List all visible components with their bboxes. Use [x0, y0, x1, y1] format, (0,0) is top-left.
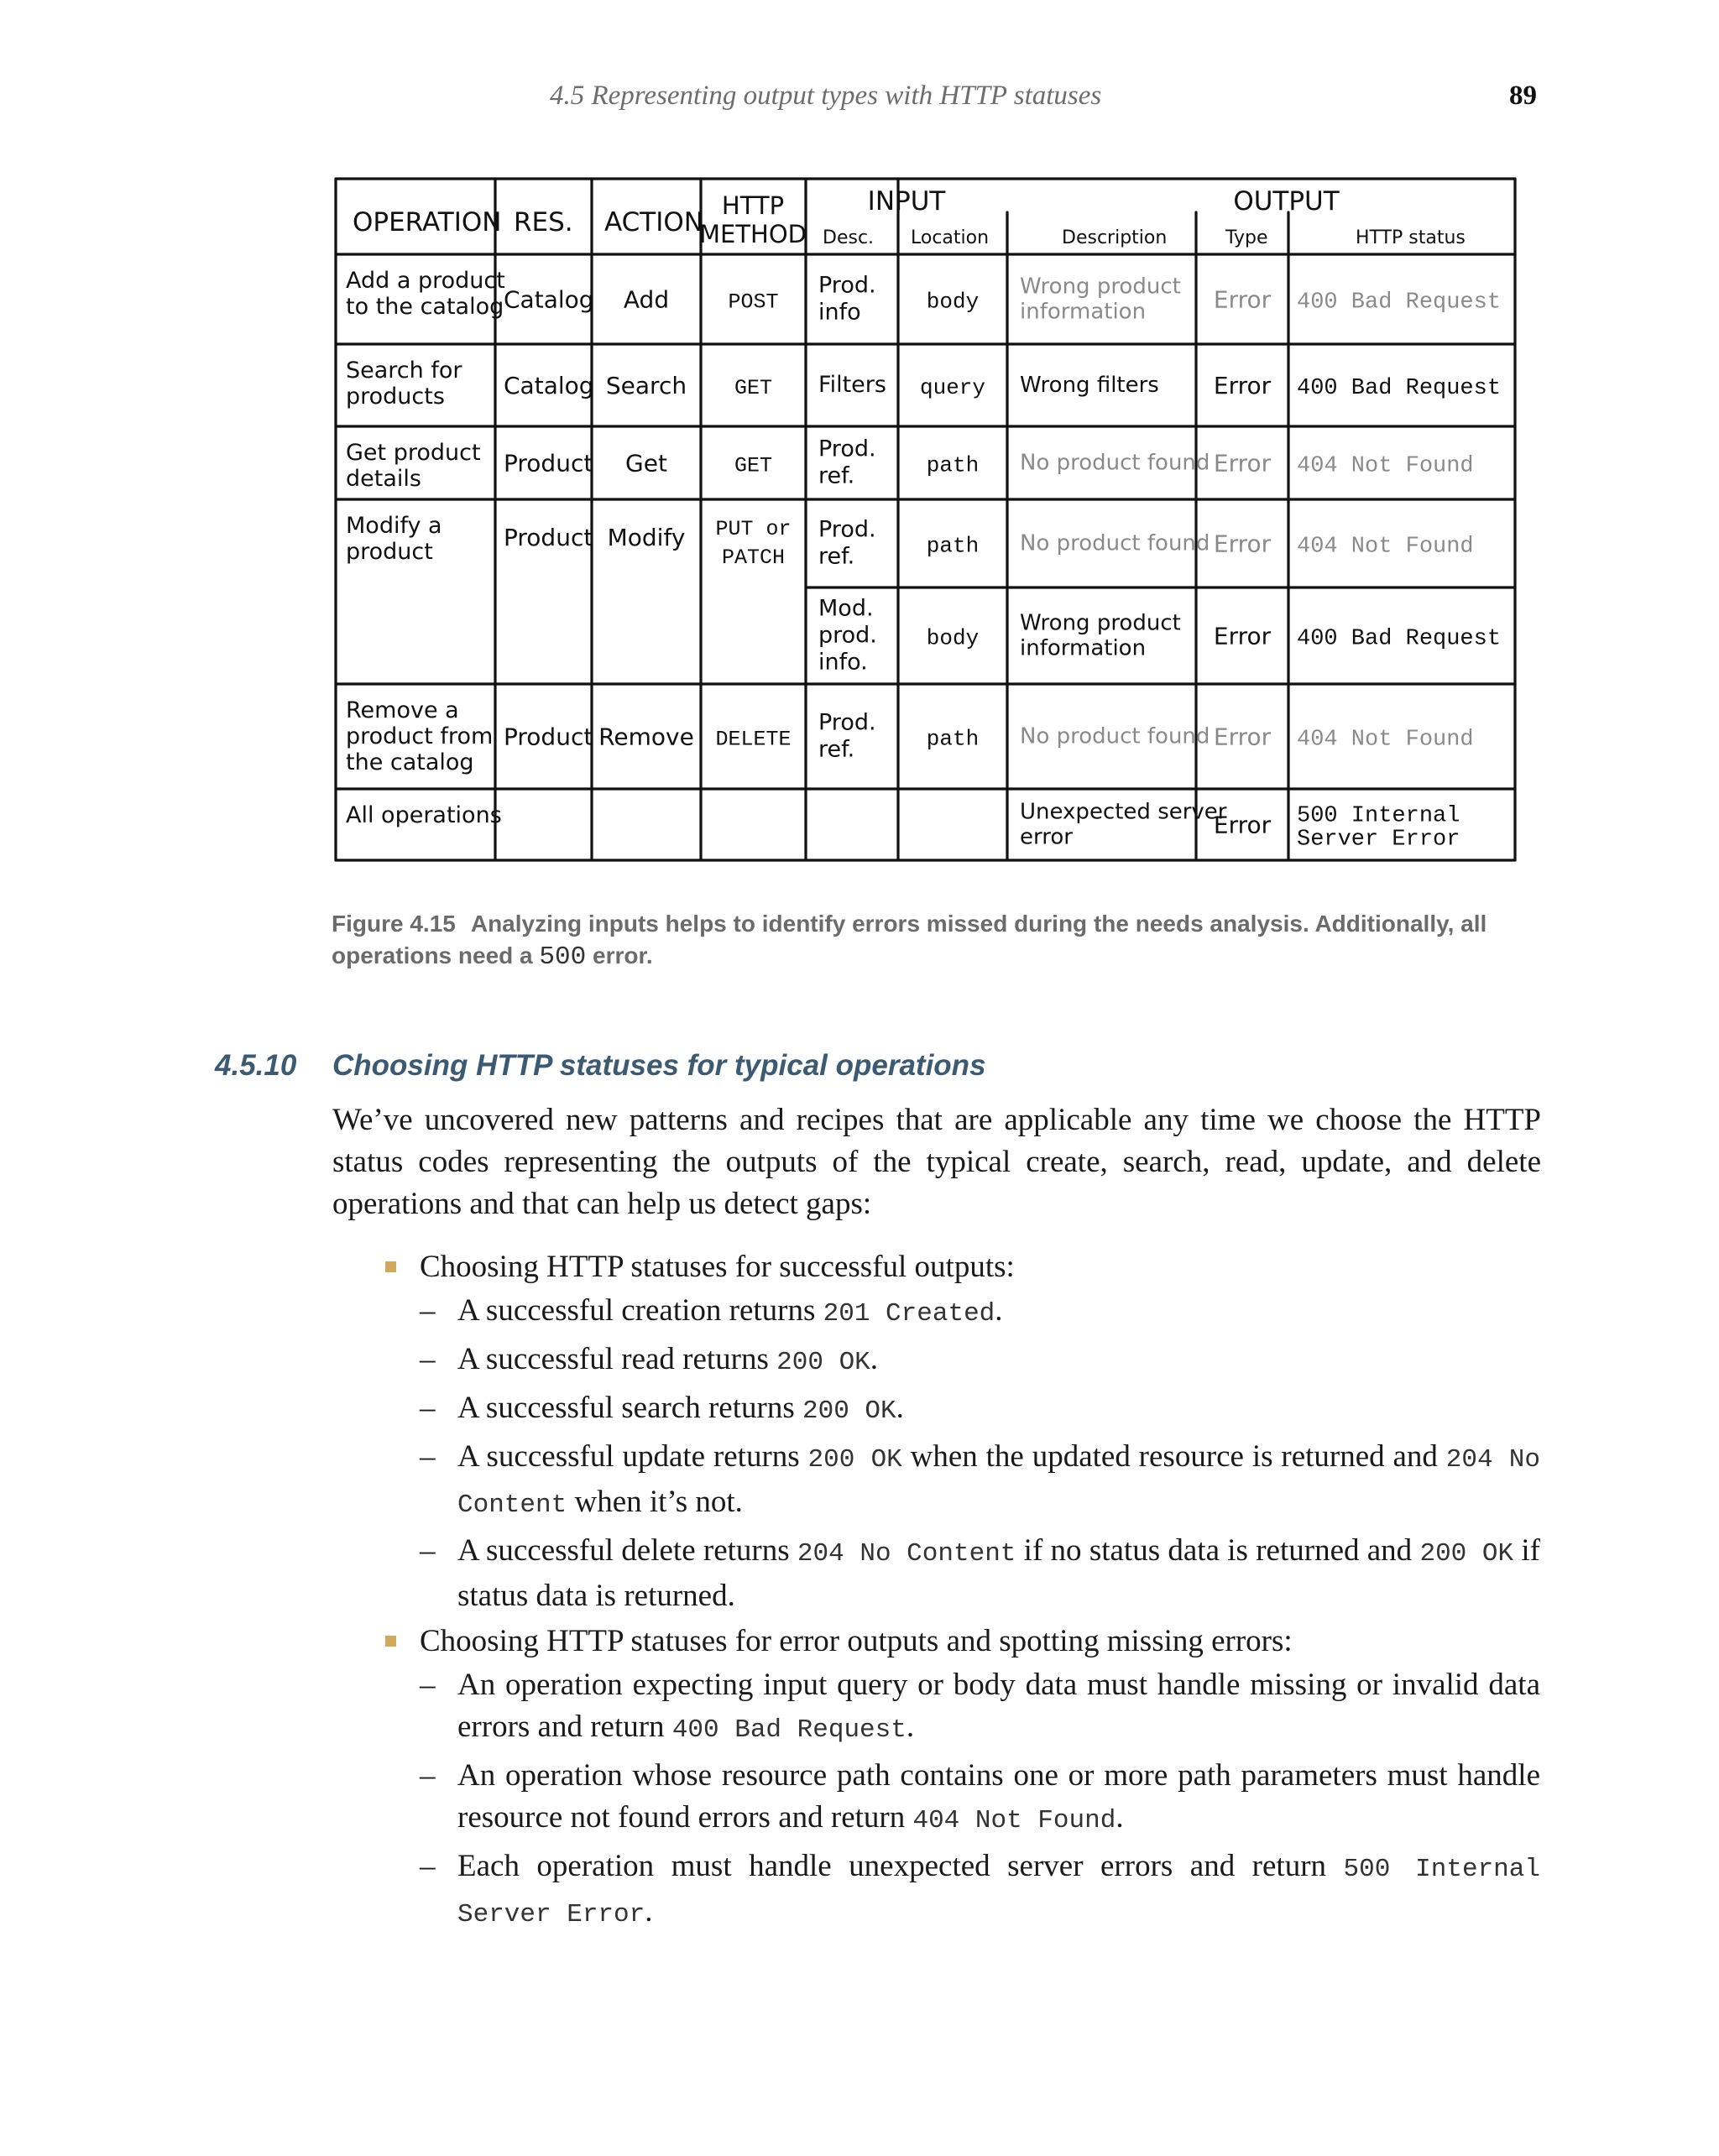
- sub-text: .: [896, 1391, 904, 1425]
- sub-list: [420, 1290, 1540, 1617]
- cell-output-description: Wrong product information: [1020, 274, 1181, 325]
- bullet-square-icon: [385, 1636, 396, 1647]
- page-number: 89: [1509, 81, 1537, 111]
- sub-item: [420, 1436, 1540, 1527]
- bullet-text: Choosing HTTP statuses for error outputs and spotting missing errors:: [420, 1624, 1293, 1658]
- header-output-status: HTTP status: [1356, 227, 1466, 248]
- section-title: Choosing HTTP statuses for typical operations: [332, 1049, 986, 1082]
- sub-item: [420, 1290, 1540, 1335]
- cell-output-type: Error: [1213, 449, 1272, 478]
- cell-output-description: Wrong product information: [1020, 610, 1181, 661]
- cell-resource: Product: [504, 723, 593, 751]
- bullet-square-icon: [385, 1261, 396, 1272]
- cell-action: Remove: [598, 723, 694, 751]
- cell-operation: Modify a product: [346, 513, 442, 565]
- status-code: 200 OK: [802, 1396, 896, 1426]
- header-output-description: Description: [1062, 227, 1168, 248]
- sub-item: [420, 1339, 1540, 1384]
- cell-output-type: Error: [1213, 811, 1272, 839]
- bullet-text: Choosing HTTP statuses for successful outputs:: [420, 1250, 1015, 1284]
- cell-output-description: Unexpected server error: [1020, 799, 1227, 850]
- status-code: 404 Not Found: [912, 1806, 1116, 1835]
- sub-text: An operation expecting input query or body data must handle missing or invalid data errors and return: [457, 1668, 1540, 1744]
- cell-resource: Catalog: [504, 285, 594, 314]
- sub-text: .: [645, 1894, 653, 1929]
- status-code: 500 Internal Server Error: [457, 1855, 1540, 1929]
- cell-output-type: Error: [1213, 372, 1272, 399]
- cell-http-status: 404 Not Found: [1297, 534, 1474, 560]
- cell-http-status: 500 Internal Server Error: [1297, 803, 1460, 853]
- sub-text: A successful update returns: [457, 1439, 808, 1474]
- status-code: 200 OK: [1419, 1539, 1514, 1569]
- cell-operation: Get product details: [346, 440, 481, 492]
- sub-text: .: [1116, 1800, 1124, 1835]
- cell-http-status: 404 Not Found: [1297, 453, 1474, 479]
- cell-input-desc: Mod. prod. info.: [818, 595, 877, 676]
- cell-resource: Product: [504, 449, 593, 478]
- header-input-desc: Desc.: [823, 227, 875, 248]
- dash-icon: –: [420, 1342, 436, 1376]
- cell-input-location: body: [926, 625, 980, 651]
- sub-text: A successful search returns: [457, 1391, 802, 1425]
- cell-action: Add: [623, 285, 670, 314]
- cell-http-status: 400 Bad Request: [1297, 376, 1502, 401]
- cell-action: Modify: [607, 524, 686, 551]
- dash-icon: –: [420, 1293, 436, 1328]
- dash-icon: –: [420, 1533, 436, 1568]
- header-operation: OPERATION: [353, 207, 502, 238]
- sub-text: A successful delete returns: [457, 1533, 797, 1568]
- bullet-item: [382, 1246, 1540, 1617]
- sub-text: if status data is returned.: [457, 1533, 1540, 1613]
- sub-item: [420, 1845, 1540, 1936]
- header-action: ACTION: [604, 207, 703, 238]
- cell-http-status: 400 Bad Request: [1297, 290, 1502, 316]
- cell-input-desc: Filters: [818, 372, 886, 398]
- cell-input-desc: Prod. info: [818, 272, 876, 326]
- sub-text: A successful read returns: [457, 1342, 777, 1376]
- dash-icon: –: [420, 1391, 436, 1425]
- header-res: RES.: [514, 207, 573, 238]
- sub-item: [420, 1664, 1540, 1751]
- sub-item: [420, 1755, 1540, 1842]
- sub-text: Each operation must handle unexpected server errors and return: [457, 1849, 1344, 1883]
- cell-output-type: Error: [1213, 285, 1272, 314]
- cell-input-location: body: [926, 289, 980, 315]
- dash-icon: –: [420, 1439, 436, 1474]
- cell-output-type: Error: [1213, 723, 1272, 751]
- cell-http-method: PUT or PATCH: [715, 517, 792, 570]
- sub-text: .: [995, 1293, 1003, 1328]
- status-code: 201 Created: [823, 1299, 995, 1329]
- cell-operation: Search for products: [346, 358, 462, 410]
- cell-http-method: GET: [734, 376, 773, 400]
- cell-input-location: path: [926, 726, 980, 752]
- sub-list: [420, 1664, 1540, 1936]
- header-input: INPUT: [867, 186, 946, 217]
- cell-input-desc: Prod. ref.: [818, 516, 876, 570]
- cell-input-location: query: [919, 375, 986, 400]
- cell-action: Search: [605, 372, 687, 399]
- cell-operation: Add a product to the catalog: [346, 268, 505, 320]
- header-output: OUTPUT: [1233, 186, 1340, 217]
- cell-resource: Product: [504, 524, 593, 551]
- caption-code: 500: [539, 942, 587, 972]
- cell-operation: Remove a product from the catalog: [346, 697, 494, 775]
- cell-output-description: No product found: [1020, 450, 1210, 476]
- status-code: 400 Bad Request: [671, 1715, 907, 1745]
- caption-text-end: error.: [586, 942, 653, 968]
- cell-output-type: Error: [1213, 622, 1272, 650]
- running-header: 4.5 Representing output types with HTTP statuses: [550, 81, 1102, 111]
- sub-text: when the updated resource is returned and: [901, 1439, 1446, 1474]
- header-input-location: Location: [911, 227, 990, 248]
- cell-operation: All operations: [346, 802, 502, 828]
- sub-text: .: [906, 1710, 915, 1744]
- dash-icon: –: [420, 1758, 436, 1793]
- header-http-method: HTTP METHOD: [698, 191, 807, 248]
- figure-label: Figure 4.15: [332, 911, 456, 937]
- caption-text: Analyzing inputs helps to identify errors missed during the needs analysis. Additionally, all operations need a: [332, 911, 1487, 968]
- dash-icon: –: [420, 1668, 436, 1702]
- sub-text: A successful creation returns: [457, 1293, 823, 1328]
- cell-http-method: POST: [728, 290, 779, 315]
- cell-output-description: No product found: [1020, 723, 1210, 749]
- figure-caption: [332, 908, 1540, 974]
- dash-icon: –: [420, 1849, 436, 1883]
- cell-action: Get: [625, 449, 667, 478]
- bullet-item: [382, 1621, 1540, 1936]
- sub-item: [420, 1387, 1540, 1433]
- cell-output-type: Error: [1213, 530, 1272, 558]
- operations-table-figure: [332, 172, 1540, 869]
- intro-paragraph: We’ve uncovered new patterns and recipes that are applicable any time we choose the HTTP status codes representing the outputs of the typical create, search, read, update, and delete operations and that can help us detect gaps:: [332, 1103, 1541, 1221]
- cell-resource: Catalog: [504, 372, 594, 399]
- status-code: 200 OK: [807, 1445, 902, 1475]
- status-code: 204 No Content: [797, 1539, 1016, 1569]
- cell-input-location: path: [926, 452, 980, 478]
- sub-item: [420, 1530, 1540, 1617]
- status-code: 204 No Content: [457, 1445, 1541, 1520]
- cell-input-location: path: [926, 533, 980, 559]
- sub-text: when it’s not.: [567, 1485, 743, 1519]
- cell-input-desc: Prod. ref.: [818, 436, 876, 489]
- sub-text: .: [870, 1342, 879, 1376]
- cell-http-method: DELETE: [715, 727, 792, 752]
- status-code: 200 OK: [776, 1348, 870, 1377]
- cell-http-status: 404 Not Found: [1297, 727, 1474, 753]
- cell-http-method: GET: [734, 453, 773, 478]
- cell-output-description: No product found: [1020, 530, 1210, 556]
- sub-text: An operation whose resource path contains one or more path parameters must handle resource not found errors and return: [457, 1758, 1540, 1835]
- section-number: 4.5.10: [215, 1049, 297, 1082]
- cell-output-description: Wrong filters: [1020, 373, 1159, 398]
- sub-text: if no status data is returned and: [1016, 1533, 1420, 1568]
- bullet-list: [382, 1246, 1540, 1939]
- header-output-type: Type: [1225, 227, 1268, 248]
- cell-http-status: 400 Bad Request: [1297, 626, 1502, 652]
- cell-input-desc: Prod. ref.: [818, 709, 876, 763]
